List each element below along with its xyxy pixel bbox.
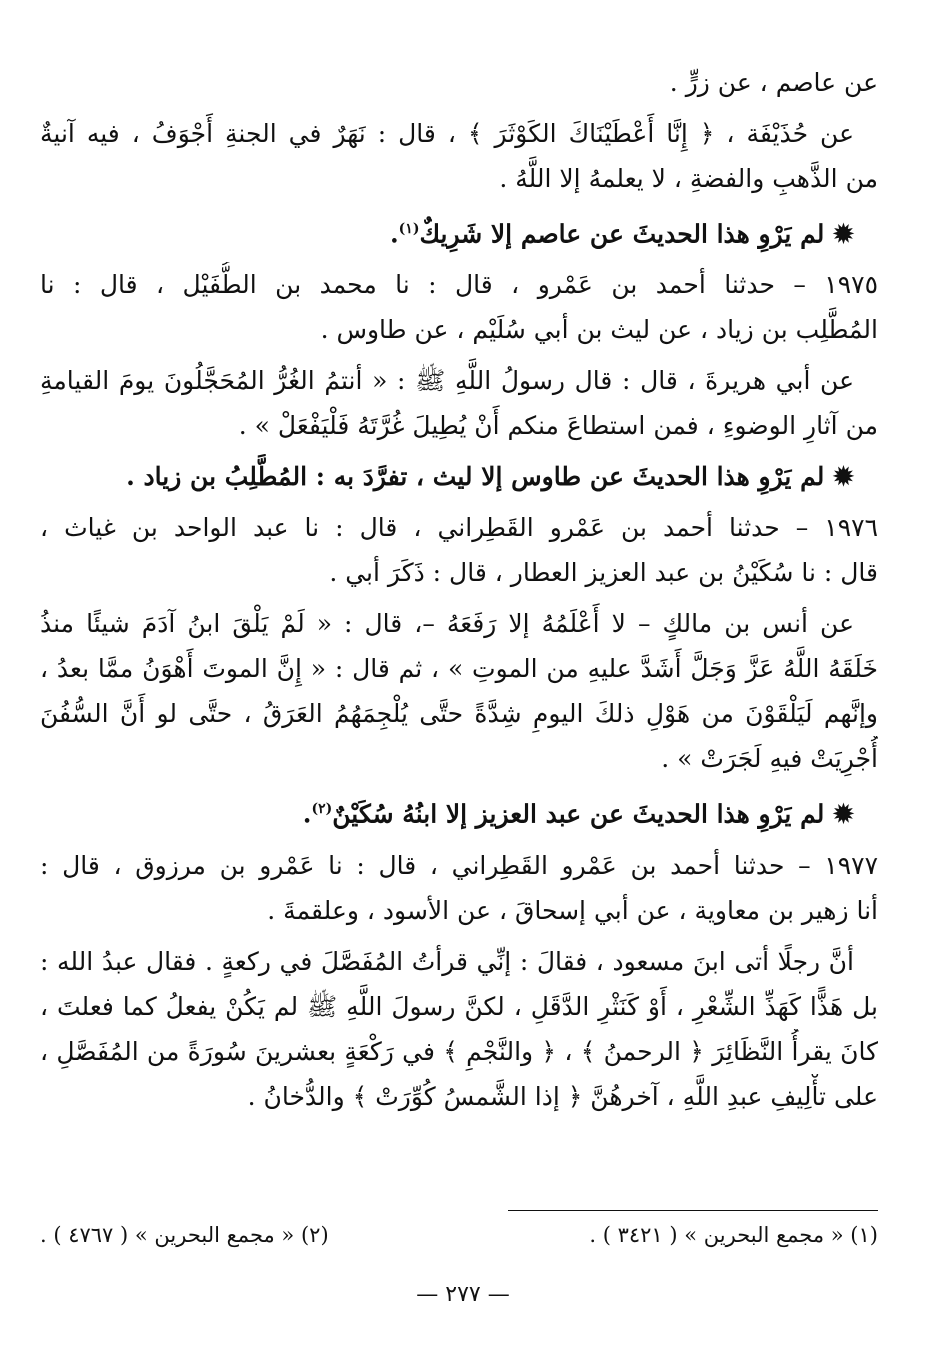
footnote-marker: (١) <box>398 221 420 237</box>
hadith-header-1977: ١٩٧٧ – حدثنا أحمد بن عَمْرو القَطِراني ، قال : نا عَمْرو بن مرزوق ، قال : <box>40 850 878 880</box>
text-line: كانَ يقرأُ النَّظَائِرَ ﴿ الرحمنُ ﴾ ، ﴿ والنَّجْمِ ﴾ في رَكْعَةٍ بعشرينَ سُورَةً من المُفَصَّلِ ، <box>40 1036 878 1066</box>
text-line: أنا زهير بن معاوية ، عن أبي إسحاقَ ، عن الأسود ، وعلقمةَ . <box>267 895 878 925</box>
text-line: قال : نا سُكَيْنُ بن عبد العزيز العطار ، قال : ذَكَرَ أبي . <box>329 558 878 588</box>
footnote-divider <box>508 1210 878 1211</box>
text-line: من الذَّهبِ والفضةِ ، لا يعلمهُ إلا اللَّهُ . <box>499 164 878 193</box>
text-line: المُطَّلِب بن زياد ، عن ليث بن أبي سُلَيْم ، عن طاوس . <box>320 315 878 345</box>
text-line: على تأْلِيفِ عبدِ اللَّهِ ، آخرهُنَّ ﴿ إذا الشَّمسُ كُوِّرَتْ ﴾ والدُّخانُ . <box>247 1081 878 1111</box>
commentary-line: ✹ لم يَرْوِ هذا الحديثَ عن طاوس إلا ليث ، تفرَّدَ به : المُطَّلِبُ بن زياد . <box>126 462 854 492</box>
commentary-end: . <box>389 219 399 249</box>
text-line: خَلَقَهُ اللَّهُ عَزَّ وَجَلَّ أَشَدَّ عليهِ من الموتِ » ، ثم قال : « إِنَّ الموتَ أَهْوَنُ ممَّا بعدُ ، <box>40 654 878 684</box>
hadith-header-1975: ١٩٧٥ – حدثنا أحمد بن عَمْرو ، قال : نا محمد بن الطُّفَيْل ، قال : نا <box>40 270 878 300</box>
text-line: بل هَذًّا كَهَذِّ الشِّعْرِ ، أَوْ كَنَثْرِ الدَّقَلِ ، لكنَّ رسولَ اللَّهِ ﷺ لم يَكُنْ يفعلُ كما فعلتَ ، <box>40 991 878 1021</box>
commentary-text: ✹ لم يَرْوِ هذا الحديثَ عن عاصم إلا شَرِيكٌ <box>419 219 854 249</box>
commentary-end: . <box>302 799 312 829</box>
hadith-header-1976: ١٩٧٦ – حدثنا أحمد بن عَمْرو القَطِراني ، قال : نا عبد الواحد بن غياث ، <box>40 513 878 543</box>
text-line: من آثارِ الوضوءِ ، فمن استطاعَ منكم أَنْ يُطِيلَ غُرَّتَهُ فَلْيَفْعَلْ » . <box>238 411 878 441</box>
page-body <box>40 60 878 1119</box>
footnotes <box>40 1218 878 1252</box>
commentary-line <box>40 207 878 256</box>
footnote-2: (٢) « مجمع البحرين » ( ٤٧٦٧ ) . <box>40 1223 329 1247</box>
page-number: — ٢٧٧ — <box>416 1282 510 1307</box>
commentary-line <box>40 787 878 836</box>
text-line: عن حُذَيْفَة ، ﴿ إِنَّا أَعْطَيْنَاكَ الكَوْثَرَ ﴾ ، قال : نَهَرٌ في الجنةِ أَجْوَفُ ، فيه آنيةٌ <box>40 119 854 148</box>
commentary-text: ✹ لم يَرْوِ هذا الحديثَ عن عبد العزيز إلا ابنُهُ سُكَيْنٌ <box>332 799 854 829</box>
text-line: عن أبي هريرةَ ، قال : قال رسولُ اللَّهِ ﷺ : « أنتمُ الغُرُّ المُحَجَّلُونَ يومَ القيامةِ <box>40 366 854 396</box>
footnote-1: (١) « مجمع البحرين » ( ٣٤٢١ ) . <box>589 1223 878 1247</box>
text-line: وإنَّهم لَيَلْقَوْنَ من هَوْلِ ذلكَ اليومِ شِدَّةً حتَّى يُلْجِمَهُمُ العَرَقُ ، حتَّى لو أَنَّ السُّفُنَ <box>40 699 878 729</box>
text-line: عن أنس بن مالكٍ – لا أَعْلَمُهُ إلا رَفَعَهُ –، قال : « لَمْ يَلْقَ ابنُ آدَمَ شيئًا منذُ <box>40 609 854 639</box>
text-line: أُجْرِيَتْ فيهِ لَجَرَتْ » . <box>661 744 878 774</box>
text-line: أنَّ رجلًا أتى ابنَ مسعود ، فقالَ : إنِّي قرأتُ المُفَصَّلَ في ركعةٍ . فقال عبدُ الله : <box>40 946 854 976</box>
text-line: عن عاصم ، عن زرٍّ . <box>669 68 878 97</box>
footnote-marker: (٢) <box>311 801 333 818</box>
